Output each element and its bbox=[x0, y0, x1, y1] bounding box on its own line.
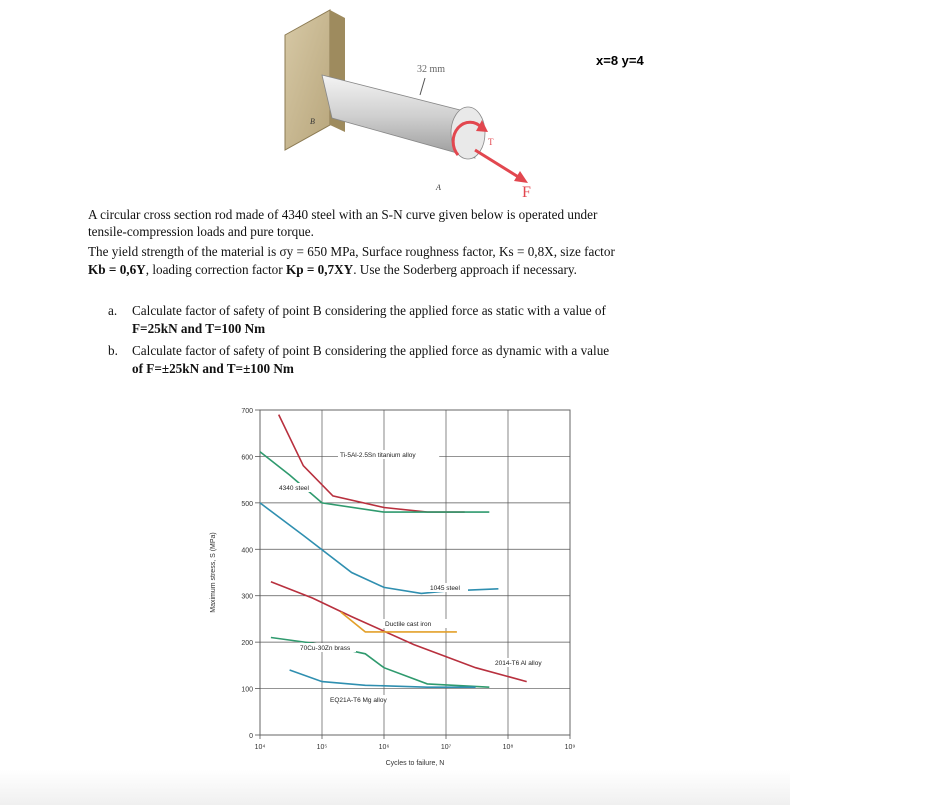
series-label-3: 2014-T6 Al alloy bbox=[495, 660, 542, 667]
y-tick-label: 600 bbox=[241, 454, 253, 462]
point-b-label: B bbox=[310, 117, 315, 126]
sn-curve-chart bbox=[205, 400, 595, 770]
series-line-2 bbox=[260, 503, 498, 594]
series-label-2: 1045 steel bbox=[430, 585, 460, 592]
series-label-5: 70Cu-30Zn brass bbox=[300, 645, 351, 652]
dimension-leader bbox=[420, 78, 425, 95]
problem-line-4-mid: , loading correction factor bbox=[145, 262, 286, 277]
y-tick-label: 200 bbox=[241, 640, 253, 648]
x-tick-label: 10⁶ bbox=[378, 744, 390, 751]
coordinate-readout: x=8 y=4 bbox=[596, 53, 644, 68]
rod-figure bbox=[270, 0, 570, 200]
series-label-0: Ti-5Al-2.5Sn titanium alloy bbox=[340, 452, 416, 459]
force-label: F bbox=[522, 184, 531, 200]
x-tick-label: 10⁵ bbox=[316, 744, 328, 751]
kb-factor: Kb = 0,6Y bbox=[88, 262, 146, 277]
problem-line-4-post: . Use the Soderberg approach if necessary. bbox=[353, 262, 577, 277]
series-label-1: 4340 steel bbox=[279, 485, 309, 492]
question-a-values: F=25kN and T=100 Nm bbox=[132, 321, 266, 336]
question-b bbox=[108, 342, 738, 378]
y-tick-label: 400 bbox=[241, 547, 253, 555]
y-tick-label: 100 bbox=[241, 686, 253, 694]
question-a-text: Calculate factor of safety of point B considering the applied force as static with a value of bbox=[132, 303, 606, 318]
series-line-0 bbox=[279, 415, 465, 512]
y-tick-label: 500 bbox=[241, 500, 253, 508]
question-b-label: b. bbox=[108, 343, 118, 358]
x-tick-label: 10⁹ bbox=[564, 744, 576, 751]
chart-labels bbox=[277, 450, 555, 704]
problem-line-3: The yield strength of the material is σy = 650 MPa, Surface roughness factor, Ks = 0,8X, size factor bbox=[88, 244, 615, 259]
x-tick-label: 10⁸ bbox=[502, 744, 514, 751]
y-axis-label: Maximum stress, S (MPa) bbox=[210, 532, 217, 613]
y-tick-label: 0 bbox=[249, 733, 253, 740]
blank-margin bbox=[790, 0, 941, 805]
series-label-6: EQ21A-T6 Mg alloy bbox=[330, 697, 387, 704]
torque-label: T bbox=[488, 137, 494, 147]
question-a-label: a. bbox=[108, 303, 118, 318]
problem-line-4 bbox=[88, 262, 738, 278]
question-b-values: of F=±25kN and T=±100 Nm bbox=[132, 361, 294, 376]
x-tick-label: 10⁴ bbox=[254, 744, 266, 751]
chart-axes bbox=[210, 408, 575, 767]
x-axis-label: Cycles to failure, N bbox=[385, 760, 445, 767]
x-tick-label: 10⁷ bbox=[440, 744, 452, 751]
point-a-label: A bbox=[436, 183, 441, 192]
y-tick-label: 700 bbox=[241, 408, 253, 415]
series-label-4: Ductile cast iron bbox=[385, 621, 432, 628]
problem-line-1: A circular cross section rod made of 4340 steel with an S-N curve given below is operated under bbox=[88, 207, 598, 222]
problem-line-2: tensile-compression loads and pure torque. bbox=[88, 224, 314, 239]
dimension-label: 32 mm bbox=[417, 64, 446, 75]
y-tick-label: 300 bbox=[241, 593, 253, 601]
question-b-text: Calculate factor of safety of point B considering the applied force as dynamic with a value bbox=[132, 343, 610, 358]
kp-factor: Kp = 0,7XY bbox=[285, 262, 354, 277]
question-a bbox=[108, 302, 738, 338]
force-arrow bbox=[475, 150, 520, 178]
